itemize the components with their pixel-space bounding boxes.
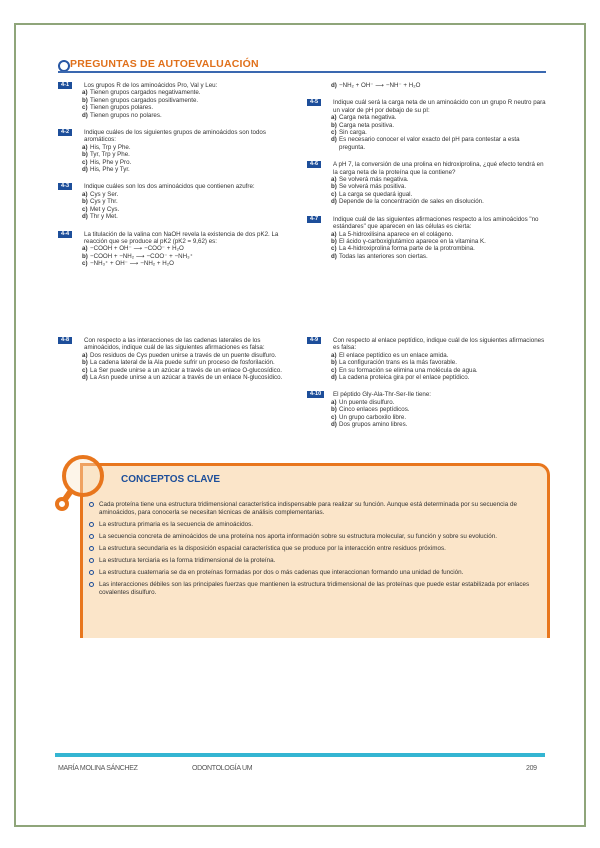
answer-option xyxy=(307,245,547,252)
option-letter: b) xyxy=(331,121,337,129)
answer-option xyxy=(307,176,547,183)
question-text: Indique cuáles son los dos aminoácidos que contienen azufre: xyxy=(84,183,255,191)
option-text: En su formación se elimina una molécula de agua. xyxy=(339,366,478,374)
option-text: Tienen grupos no polares. xyxy=(90,111,162,119)
answer-option xyxy=(58,198,298,205)
option-letter: c) xyxy=(331,129,337,137)
answer-option xyxy=(307,198,547,205)
concept-item xyxy=(87,533,542,541)
concept-text: La estructura terciaria es la forma tridimensional de la proteína. xyxy=(99,557,276,564)
answer-option xyxy=(307,367,547,374)
concept-item xyxy=(87,557,542,565)
option-letter: d) xyxy=(331,82,337,89)
option-text: La cadena proteica gira por el enlace peptídico. xyxy=(339,374,470,382)
option-letter: b) xyxy=(331,183,337,191)
answer-option xyxy=(58,367,298,374)
option-text: Dos grupos amino libres. xyxy=(339,421,408,429)
question-stem xyxy=(307,216,547,231)
question-stem xyxy=(58,183,298,190)
answer-option xyxy=(58,191,298,198)
question-number-badge: 4-10 xyxy=(307,391,324,398)
option-text: −COOH + OH⁻ ⟶ −COO⁻ + H₂O xyxy=(90,245,184,253)
question-text: Indique cuáles de los siguientes grupos de aminoácidos son todos aromáticos: xyxy=(84,129,266,144)
option-letter: a) xyxy=(331,398,337,406)
answer-option xyxy=(307,238,547,245)
magnifier-small-ring xyxy=(55,497,69,511)
option-letter: d) xyxy=(331,421,337,429)
option-letter: a) xyxy=(82,89,88,97)
option-letter: a) xyxy=(82,190,88,198)
option-text: La carga se quedará igual. xyxy=(339,190,413,198)
bullet-ring-icon xyxy=(89,522,94,527)
key-concepts-title: CONCEPTOS CLAVE xyxy=(121,474,221,485)
question xyxy=(307,337,547,381)
bullet-ring-icon xyxy=(89,534,94,539)
option-letter: a) xyxy=(82,351,88,359)
questions-left-column-2 xyxy=(58,337,298,391)
question-number-badge: 4-3 xyxy=(58,183,72,190)
concept-text: Cada proteína tiene una estructura tridimensional característica indispensable para realizar su función. Aunque está determinada por su secuencia de aminoácidos, para conocerla se necesitan técnicas de análisis complementarias. xyxy=(99,501,517,516)
answer-option xyxy=(307,183,547,190)
option-letter: d) xyxy=(331,198,337,206)
question xyxy=(307,391,547,428)
option-text: Un grupo carboxilo libre. xyxy=(339,413,407,421)
option-letter: a) xyxy=(82,245,88,253)
question-text: A pH 7, la conversión de una prolina en hidroxiprolina, ¿qué efecto tendrá en la carga neta de la proteína que la contiene? xyxy=(333,161,544,176)
question-text: Con respecto a las interacciones de las cadenas laterales de los aminoácidos, indique cuál de las siguientes afirmaciones es falsa: xyxy=(84,337,265,352)
key-concepts-box xyxy=(80,463,550,638)
option-letter: d) xyxy=(82,166,88,174)
option-letter: c) xyxy=(331,413,337,421)
option-text: His, Phe y Pro. xyxy=(90,158,132,166)
question xyxy=(307,82,547,89)
footer-bar xyxy=(55,753,545,757)
option-letter: b) xyxy=(331,406,337,414)
answer-option xyxy=(58,112,298,119)
concept-item xyxy=(87,501,542,517)
option-letter: c) xyxy=(82,205,88,213)
option-text: Cys y Thr. xyxy=(90,198,118,206)
answer-option xyxy=(58,89,298,96)
question-stem xyxy=(307,337,547,352)
answer-option xyxy=(58,260,298,267)
option-text: Dos residuos de Cys pueden unirse a través de un puente disulfuro. xyxy=(90,351,277,359)
concept-text: La estructura primaria es la secuencia de aminoácidos. xyxy=(99,521,254,528)
bullet-ring-icon xyxy=(89,546,94,551)
option-text: Se volverá más positiva. xyxy=(339,183,407,191)
option-text: Carga neta negativa. xyxy=(339,114,397,122)
question xyxy=(58,231,298,268)
answer-option xyxy=(307,399,547,406)
option-letter: c) xyxy=(82,366,88,374)
question-stem xyxy=(58,129,298,144)
concept-text: La estructura secundaria es la disposición espacial característica que se produce por la interacción entre residuos próximos. xyxy=(99,545,446,552)
answer-option xyxy=(58,159,298,166)
question-number-badge: 4-9 xyxy=(307,337,321,344)
option-text: La configuración trans es la más favorable. xyxy=(339,359,457,367)
option-text: Un puente disulfuro. xyxy=(339,398,395,406)
option-text: Tyr, Trp y Phe. xyxy=(90,151,130,159)
question-number-badge: 4-7 xyxy=(307,216,321,223)
answer-option xyxy=(307,191,547,198)
answer-option xyxy=(307,421,547,428)
question-stem xyxy=(307,391,547,398)
answer-option xyxy=(307,414,547,421)
header-rule xyxy=(58,71,546,73)
answer-option xyxy=(307,114,547,121)
bullet-ring-icon xyxy=(89,502,94,507)
section-header xyxy=(58,59,546,73)
footer-author: MARÍA MOLINA SÁNCHEZ xyxy=(58,765,138,772)
answer-option xyxy=(58,166,298,173)
question-stem xyxy=(58,231,298,246)
option-text: Cinco enlaces peptídicos. xyxy=(339,406,410,414)
question xyxy=(307,216,547,260)
answer-option xyxy=(58,151,298,158)
question xyxy=(58,337,298,381)
answer-option xyxy=(307,352,547,359)
key-concepts-list xyxy=(87,501,542,601)
question xyxy=(58,183,298,220)
option-letter: b) xyxy=(82,96,88,104)
option-text: Carga neta positiva. xyxy=(339,121,395,129)
option-letter: b) xyxy=(82,359,88,367)
option-text: −NH₃⁺ + OH⁻ ⟶ −NH₂ + H₂O xyxy=(90,260,174,268)
option-text: El enlace peptídico es un enlace amida. xyxy=(339,351,449,359)
option-letter: c) xyxy=(82,158,88,166)
option-letter: a) xyxy=(331,351,337,359)
questions-right-column-2 xyxy=(307,337,547,438)
section-title: PREGUNTAS DE AUTOEVALUACIÓN xyxy=(70,58,259,70)
answer-option xyxy=(307,82,547,89)
option-letter: b) xyxy=(82,151,88,159)
answer-option xyxy=(307,122,547,129)
question xyxy=(58,129,298,173)
option-letter: d) xyxy=(82,213,88,221)
option-letter: d) xyxy=(331,252,337,260)
question-stem xyxy=(307,161,547,176)
option-text: La cadena lateral de la Ala puede sufrir un proceso de fosforilación. xyxy=(90,359,275,367)
option-text: Met y Cys. xyxy=(90,205,120,213)
concept-text: Las interacciones débiles son las principales fuerzas que mantienen la estructura tridimensional de las proteínas que puede estar estabilizada por enlaces covalentes disulfuro. xyxy=(99,581,530,596)
question-number-badge: 4-6 xyxy=(307,161,321,168)
answer-option xyxy=(307,231,547,238)
questions-left-column xyxy=(58,82,298,278)
answer-option xyxy=(307,406,547,413)
option-text: La 5-hidroxilisina aparece en el colágeno. xyxy=(339,230,454,238)
option-text: Todas las anteriores son ciertas. xyxy=(339,252,428,260)
bullet-ring-icon xyxy=(89,558,94,563)
question-number-badge: 4-4 xyxy=(58,231,72,238)
concept-text: La estructura cuaternaria se da en proteínas formadas por dos o más cadenas que interaccionan formando una unidad de función. xyxy=(99,569,464,576)
option-text: La Asn puede unirse a un azúcar a través de un enlace N-glucosídico. xyxy=(90,374,283,382)
option-letter: d) xyxy=(82,374,88,382)
option-text: His, Phe y Tyr. xyxy=(90,166,130,174)
bullet-ring-icon xyxy=(89,582,94,587)
answer-option xyxy=(58,206,298,213)
option-text: La 4-hidroxiprolina forma parte de la protrombina. xyxy=(339,245,475,253)
option-text: La Ser puede unirse a un azúcar a través de un enlace O-glucosídico. xyxy=(90,366,282,374)
answer-option xyxy=(58,352,298,359)
concept-item xyxy=(87,569,542,577)
question-number-badge: 4-1 xyxy=(58,82,72,89)
option-text: Thr y Met. xyxy=(90,213,118,221)
option-text: Se volverá más negativa. xyxy=(339,176,409,184)
option-letter: b) xyxy=(331,359,337,367)
question-number-badge: 4-8 xyxy=(58,337,72,344)
question-text: Indique cuál será la carga neta de un aminoácido con un grupo R neutro para un valor de pH por debajo de su pI: xyxy=(333,99,546,114)
footer-page-number: 209 xyxy=(526,765,537,772)
option-letter: c) xyxy=(82,260,88,268)
question-stem xyxy=(58,337,298,352)
questions-right-column xyxy=(307,82,547,270)
answer-option xyxy=(58,245,298,252)
option-letter: d) xyxy=(331,374,337,382)
option-letter: a) xyxy=(331,176,337,184)
option-letter: b) xyxy=(82,198,88,206)
answer-option xyxy=(307,374,547,381)
option-text: −NH₂ + OH⁻ ⟶ −NH⁻ + H₂O xyxy=(339,82,421,89)
option-text: −COOH + −NH₂ ⟶ −COO⁻ + −NH₃⁺ xyxy=(90,252,193,260)
question-stem xyxy=(58,82,298,89)
question-text: La titulación de la valina con NaOH revela la existencia de dos pK2. La reacción que se produce al pK2 (pK2 = 9,62) es: xyxy=(84,230,279,245)
option-letter: b) xyxy=(331,237,337,245)
concept-item xyxy=(87,581,542,597)
bullet-ring-icon xyxy=(89,570,94,575)
answer-option xyxy=(58,97,298,104)
answer-option xyxy=(58,374,298,381)
question-text: Con respecto al enlace peptídico, indique cuál de los siguientes afirmaciones es falsa: xyxy=(333,337,545,352)
option-text: His, Trp y Phe. xyxy=(90,143,131,151)
answer-option xyxy=(307,129,547,136)
option-letter: d) xyxy=(331,136,337,144)
option-letter: a) xyxy=(331,114,337,122)
option-letter: b) xyxy=(82,252,88,260)
concept-text: La secuencia concreta de aminoácidos de una proteína nos aporta información sobre su estructura molecular, su función y sobre su evolución. xyxy=(99,533,497,540)
question-number-badge: 4-5 xyxy=(307,99,321,106)
option-letter: c) xyxy=(82,104,88,112)
option-text: Depende de la concentración de sales en disolución. xyxy=(339,198,484,206)
option-letter: d) xyxy=(82,111,88,119)
option-text: Tienen grupos cargados negativamente. xyxy=(90,89,201,97)
question-text: El péptido Gly-Ala-Thr-Ser-Ile tiene: xyxy=(333,391,432,399)
concept-item xyxy=(87,521,542,529)
concept-item xyxy=(87,545,542,553)
question-stem xyxy=(307,99,547,114)
option-letter: a) xyxy=(331,230,337,238)
question-number-badge: 4-2 xyxy=(58,129,72,136)
option-text: Sin carga. xyxy=(339,129,367,137)
option-text: Tienen grupos cargados positivamente. xyxy=(90,96,199,104)
answer-option xyxy=(58,253,298,260)
answer-option xyxy=(307,359,547,366)
question xyxy=(307,161,547,205)
option-text: Cys y Ser. xyxy=(90,190,119,198)
question xyxy=(307,99,547,151)
footer-course: ODONTOLOGÍA UM xyxy=(192,765,253,772)
option-text: Tienen grupos polares. xyxy=(90,104,154,112)
answer-option xyxy=(307,253,547,260)
answer-option xyxy=(58,144,298,151)
option-letter: a) xyxy=(82,143,88,151)
question-text: Indique cuál de las siguientes afirmaciones respecto a los aminoácidos "no estándares" que aparecen en las células es cierta: xyxy=(333,215,539,231)
option-text: El ácido γ-carboxiglutámico aparece en la vitamina K. xyxy=(339,237,486,245)
option-letter: c) xyxy=(331,190,337,198)
option-letter: c) xyxy=(331,245,337,253)
option-text: Es necesario conocer el valor exacto del pH para contestar a esta pregunta. xyxy=(339,136,520,151)
answer-option xyxy=(58,359,298,366)
question xyxy=(58,82,298,119)
answer-option xyxy=(58,104,298,111)
question-text: Los grupos R de los aminoácidos Pro, Val y Leu: xyxy=(84,82,218,89)
answer-option xyxy=(307,136,547,151)
option-letter: c) xyxy=(331,366,337,374)
answer-option xyxy=(58,213,298,220)
